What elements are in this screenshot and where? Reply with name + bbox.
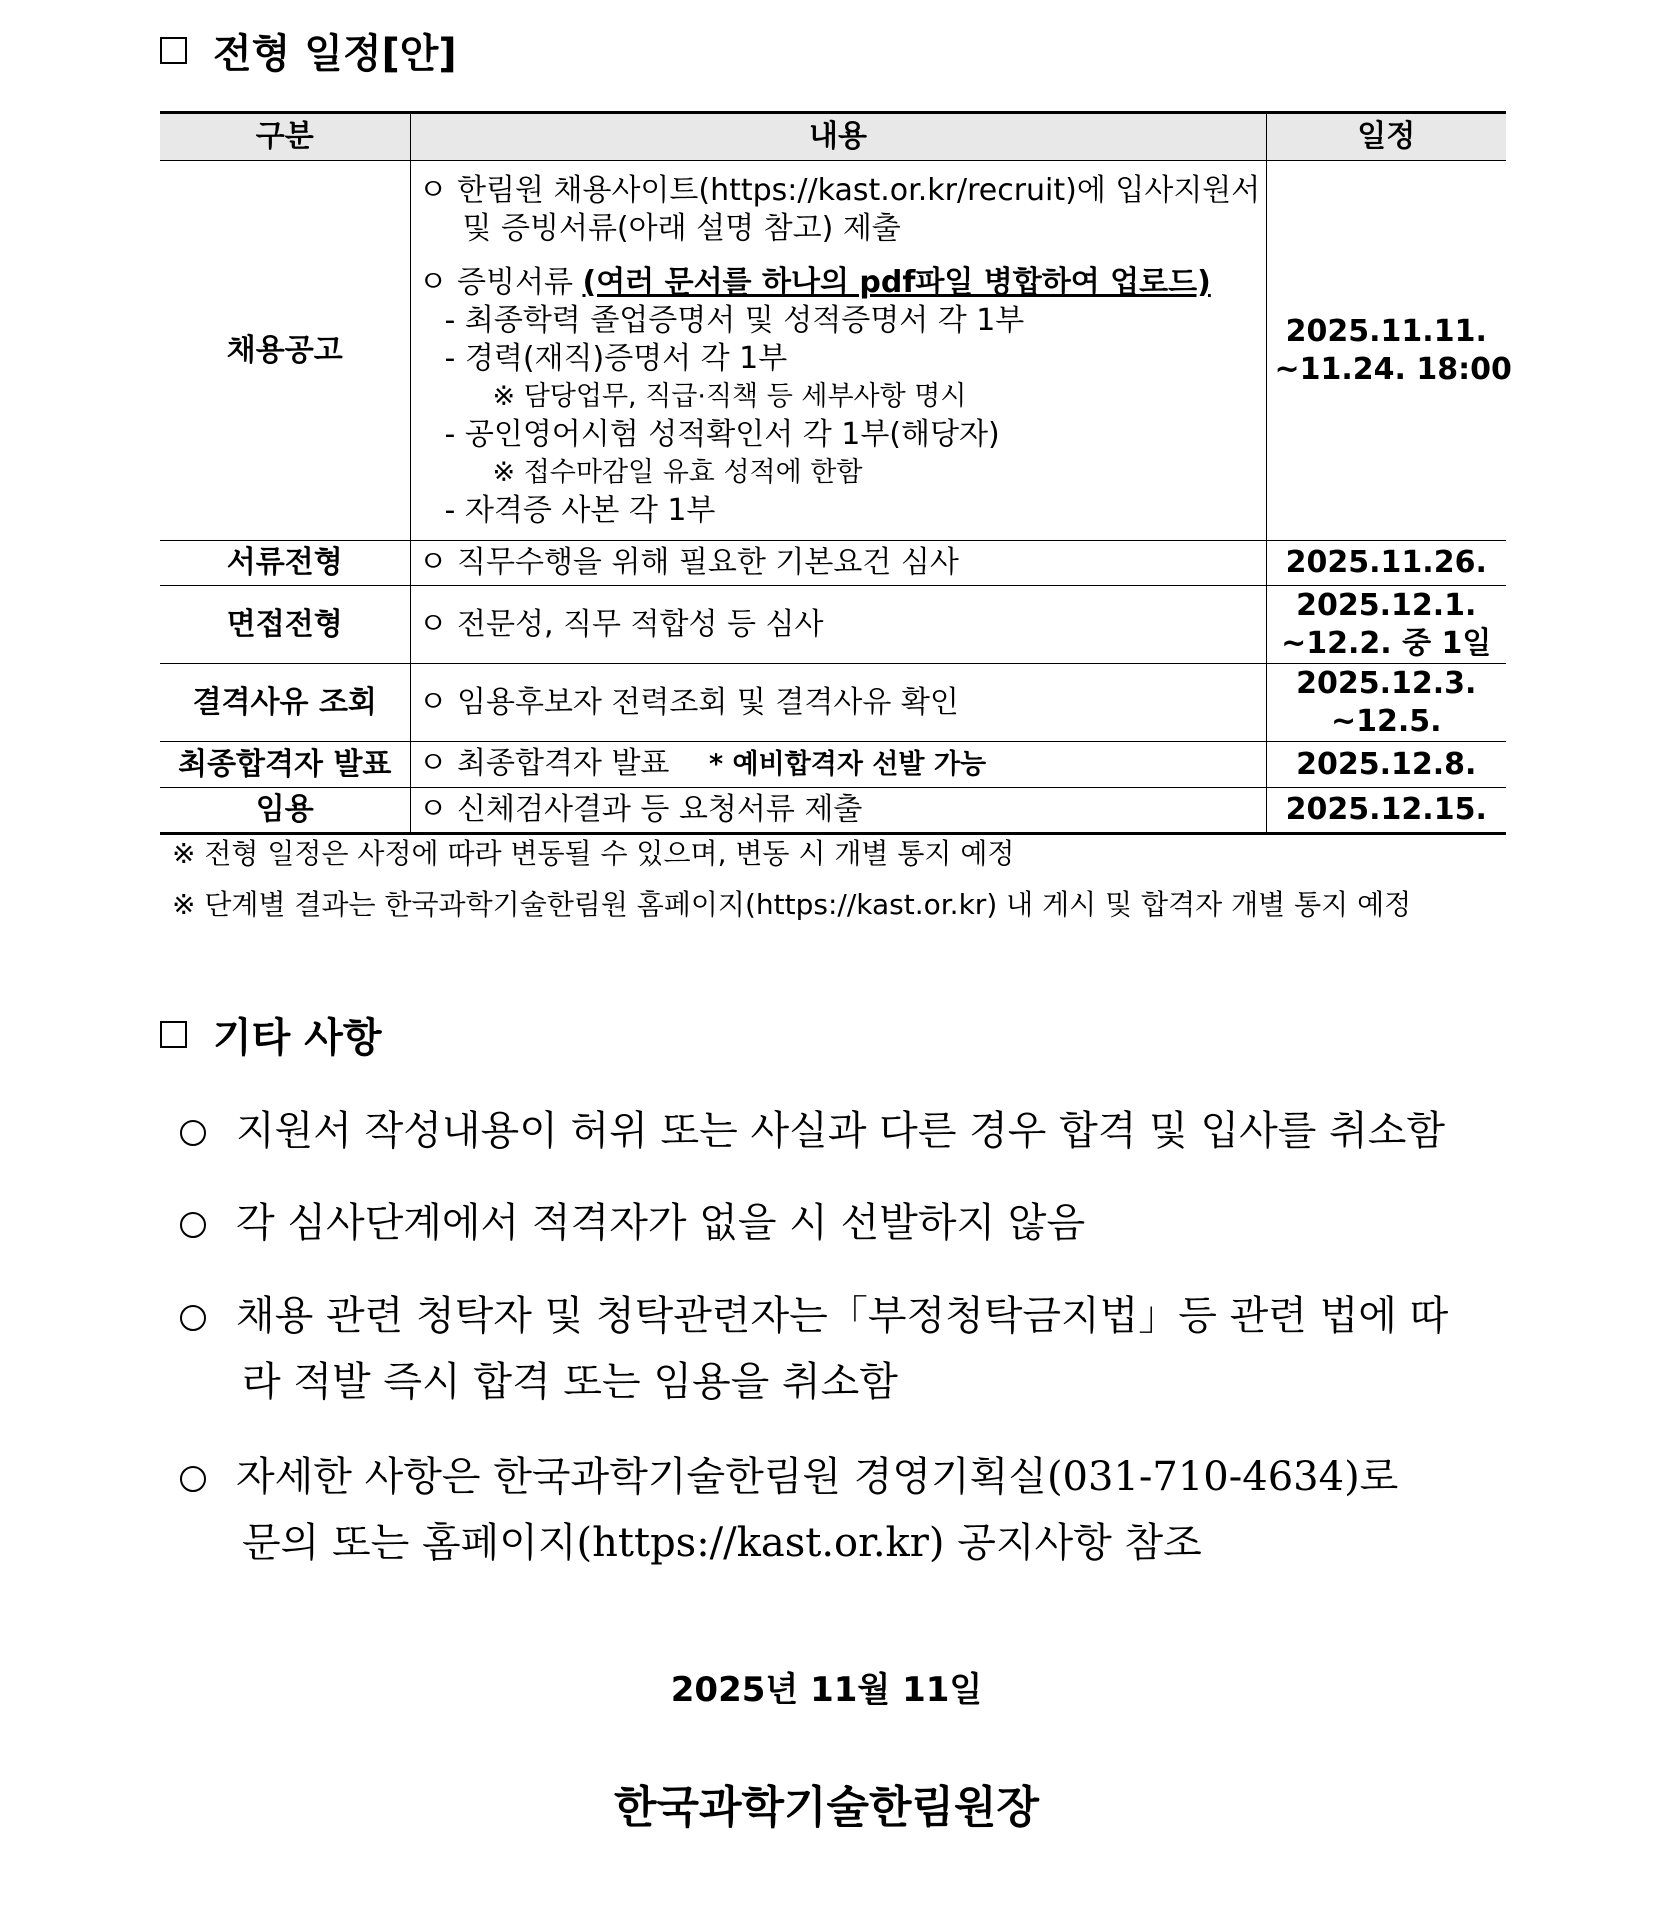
- etc-item: [180, 1190, 1085, 1256]
- organization-name: 한국과학기술한림원장: [613, 1782, 1040, 1833]
- row-content: [410, 742, 1266, 788]
- etc-item: [180, 1283, 1448, 1415]
- row-category: 면접전형: [160, 586, 410, 664]
- date-line: ~12.5.: [1330, 703, 1442, 739]
- etc-item: [180, 1444, 1398, 1576]
- row-category: 채용공고: [160, 161, 410, 541]
- row-date: [1266, 664, 1506, 742]
- row-date: [1266, 161, 1512, 541]
- content-line: ㅇ 한림원 채용사이트(https://kast.or.kr/recruit)에 입사지원서: [418, 172, 1261, 208]
- content-note: * 예비합격자 선발 가능: [708, 749, 987, 780]
- date-line: 2025.11.26.: [1285, 545, 1487, 580]
- section-title-text: 전형 일정[안]: [213, 31, 457, 77]
- content-line: - 최종학력 졸업증명서 및 성적증명서 각 1부: [444, 302, 1025, 338]
- row-content: ㅇ 임용후보자 전력조회 및 결격사유 확인: [410, 664, 1266, 742]
- document-date: 2025년 11월 11일: [670, 1670, 983, 1710]
- date-line: ~12.2. 중 1일: [1281, 625, 1492, 661]
- row-content: ㅇ 전문성, 직무 적합성 등 심사: [410, 586, 1266, 664]
- header-date: 일정: [1266, 113, 1506, 161]
- section-title-etc: [160, 1006, 382, 1063]
- content-emphasis: (여러 문서를 하나의 pdf파일 병합하여 업로드): [582, 264, 1211, 300]
- etc-item-text: 지원서 작성내용이 허위 또는 사실과 다른 경우 합격 및 입사를 취소함: [236, 1108, 1446, 1154]
- etc-item: [180, 1098, 1445, 1164]
- content-line: ※ 접수마감일 유효 성적에 한함: [492, 456, 863, 488]
- header-category: 구분: [160, 113, 410, 161]
- date-line: 2025.11.11.: [1285, 313, 1487, 349]
- row-category: 서류전형: [160, 541, 410, 586]
- circle-bullet-icon: [180, 1212, 206, 1238]
- row-content: [410, 161, 1266, 541]
- schedule-note: ※ 전형 일정은 사정에 따라 변동될 수 있으며, 변동 시 개별 통지 예정: [172, 837, 1015, 870]
- row-date: [1266, 586, 1506, 664]
- table-row: [160, 161, 1506, 541]
- content-line: ※ 담당업무, 직급·직책 등 세부사항 명시: [492, 380, 967, 412]
- row-date: [1266, 788, 1506, 834]
- etc-item-text: 각 심사단계에서 적격자가 없을 시 선발하지 않음: [236, 1200, 1086, 1246]
- date-line: 2025.12.8.: [1296, 746, 1477, 782]
- row-category: 최종합격자 발표: [160, 742, 410, 788]
- date-line: 2025.12.15.: [1285, 792, 1487, 827]
- table-row: [160, 788, 1506, 834]
- row-date: [1266, 742, 1506, 788]
- table-header-row: [160, 113, 1506, 161]
- etc-item-text: 문의 또는 홈페이지(https://kast.or.kr) 공지사항 참조: [242, 1520, 1202, 1566]
- circle-bullet-icon: [180, 1120, 206, 1146]
- content-line: - 공인영어시험 성적확인서 각 1부(해당자): [444, 416, 1000, 452]
- header-content: 내용: [410, 113, 1266, 161]
- row-content: ㅇ 직무수행을 위해 필요한 기본요건 심사: [410, 541, 1266, 586]
- circle-bullet-icon: [180, 1305, 206, 1331]
- row-category: 결격사유 조회: [160, 664, 410, 742]
- circle-bullet-icon: [180, 1466, 206, 1492]
- content-line: - 자격증 사본 각 1부: [444, 492, 716, 528]
- etc-item-text: 채용 관련 청탁자 및 청탁관련자는「부정청탁금지법」등 관련 법에 따: [236, 1293, 1449, 1339]
- row-category: 임용: [160, 788, 410, 834]
- schedule-note: ※ 단계별 결과는 한국과학기술한림원 홈페이지(https://kast.or.kr) 내 게시 및 합격자 개별 통지 예정: [172, 888, 1412, 921]
- content-line: - 경력(재직)증명서 각 1부: [444, 340, 788, 376]
- date-line: 2025.12.3.: [1296, 665, 1477, 701]
- table-row: [160, 664, 1506, 742]
- table-row: [160, 742, 1506, 788]
- checkbox-square-icon: [160, 37, 187, 64]
- row-content: ㅇ 신체검사결과 등 요청서류 제출: [410, 788, 1266, 834]
- content-line: 및 증빙서류(아래 설명 참고) 제출: [462, 210, 901, 246]
- section-title-schedule: [160, 22, 457, 79]
- etc-item-text: 라 적발 즉시 합격 또는 임용을 취소함: [242, 1359, 898, 1405]
- date-line: 2025.12.1.: [1296, 587, 1477, 623]
- schedule-table: [160, 111, 1512, 835]
- table-row: [160, 541, 1506, 586]
- content-text: ㅇ 최종합격자 발표: [418, 746, 670, 781]
- content-line: [419, 264, 1258, 302]
- checkbox-square-icon: [160, 1021, 187, 1048]
- date-line: ~11.24. 18:00: [1274, 351, 1512, 387]
- etc-item-text: 자세한 사항은 한국과학기술한림원 경영기획실(031-710-4634)로: [236, 1454, 1399, 1500]
- section-title-text: 기타 사항: [213, 1015, 382, 1061]
- row-date: [1266, 541, 1506, 586]
- content-text: ㅇ 증빙서류: [418, 264, 583, 300]
- table-row: [160, 586, 1506, 664]
